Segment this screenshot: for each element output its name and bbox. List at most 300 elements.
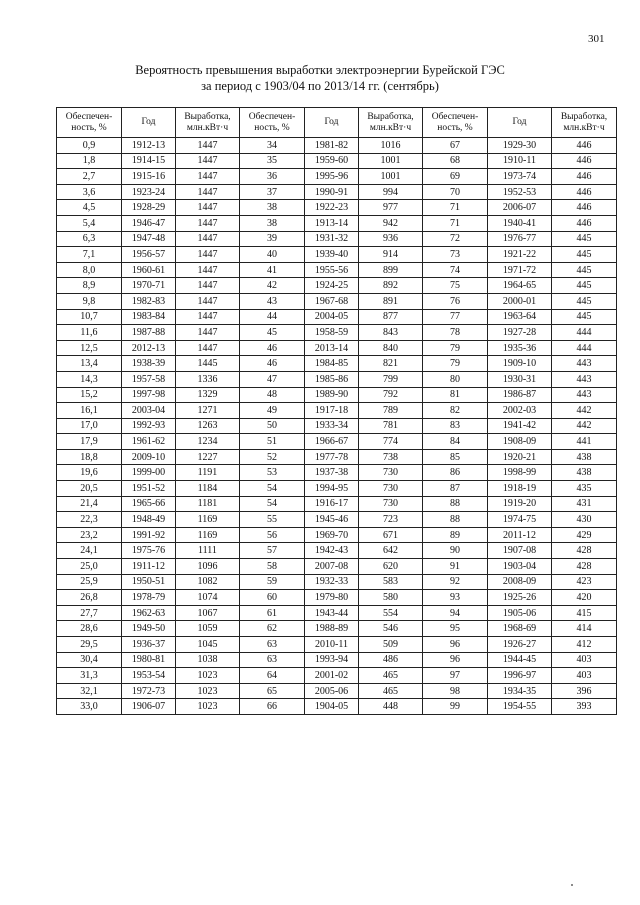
cell-supply: 16,1	[57, 403, 122, 419]
cell-year: 1949-50	[122, 621, 176, 637]
cell-year: 1917-18	[305, 403, 359, 419]
cell-output: 509	[359, 637, 423, 653]
cell-output: 730	[359, 496, 423, 512]
cell-supply: 73	[423, 247, 488, 263]
table-row	[57, 590, 617, 606]
cell-year: 1922-23	[305, 200, 359, 216]
cell-year: 1908-09	[488, 434, 552, 450]
cell-year: 2005-06	[305, 683, 359, 699]
cell-output: 891	[359, 293, 423, 309]
cell-year: 1968-69	[488, 621, 552, 637]
cell-output: 789	[359, 403, 423, 419]
cell-output: 445	[552, 262, 617, 278]
cell-year: 1980-81	[122, 652, 176, 668]
cell-supply: 39	[240, 231, 305, 247]
header-output-2: Выработка, млн.кВт·ч	[359, 108, 423, 138]
cell-supply: 77	[423, 309, 488, 325]
cell-year: 1938-39	[122, 356, 176, 372]
cell-output: 1447	[176, 200, 240, 216]
cell-supply: 80	[423, 371, 488, 387]
cell-year: 1906-07	[122, 699, 176, 715]
cell-output: 448	[359, 699, 423, 715]
cell-year: 1929-30	[488, 138, 552, 154]
table-row	[57, 278, 617, 294]
table-row	[57, 215, 617, 231]
cell-output: 936	[359, 231, 423, 247]
cell-output: 438	[552, 465, 617, 481]
cell-output: 428	[552, 543, 617, 559]
cell-year: 1909-10	[488, 356, 552, 372]
cell-supply: 11,6	[57, 325, 122, 341]
cell-supply: 35	[240, 153, 305, 169]
table-row	[57, 184, 617, 200]
cell-supply: 61	[240, 605, 305, 621]
cell-year: 1954-55	[488, 699, 552, 715]
cell-year: 2010-11	[305, 637, 359, 653]
cell-supply: 0,9	[57, 138, 122, 154]
cell-supply: 45	[240, 325, 305, 341]
cell-year: 1986-87	[488, 387, 552, 403]
cell-supply: 43	[240, 293, 305, 309]
cell-output: 914	[359, 247, 423, 263]
cell-supply: 21,4	[57, 496, 122, 512]
cell-output: 431	[552, 496, 617, 512]
cell-supply: 91	[423, 559, 488, 575]
header-year-3: Год	[488, 108, 552, 138]
cell-output: 423	[552, 574, 617, 590]
cell-supply: 46	[240, 356, 305, 372]
cell-supply: 12,5	[57, 340, 122, 356]
cell-output: 1271	[176, 403, 240, 419]
cell-year: 1948-49	[122, 512, 176, 528]
cell-supply: 42	[240, 278, 305, 294]
cell-supply: 83	[423, 418, 488, 434]
cell-supply: 79	[423, 356, 488, 372]
cell-supply: 15,2	[57, 387, 122, 403]
header-supply-3: Обеспечен-ность, %	[423, 108, 488, 138]
cell-supply: 65	[240, 683, 305, 699]
cell-year: 1916-17	[305, 496, 359, 512]
cell-supply: 88	[423, 512, 488, 528]
cell-supply: 2,7	[57, 169, 122, 185]
cell-supply: 25,0	[57, 559, 122, 575]
cell-supply: 86	[423, 465, 488, 481]
cell-year: 1904-05	[305, 699, 359, 715]
header-year-2: Год	[305, 108, 359, 138]
cell-year: 2013-14	[305, 340, 359, 356]
cell-supply: 98	[423, 683, 488, 699]
table-row	[57, 637, 617, 653]
cell-year: 1935-36	[488, 340, 552, 356]
cell-supply: 41	[240, 262, 305, 278]
cell-year: 1951-52	[122, 481, 176, 497]
cell-year: 2011-12	[488, 527, 552, 543]
cell-supply: 58	[240, 559, 305, 575]
cell-year: 1995-96	[305, 169, 359, 185]
cell-supply: 90	[423, 543, 488, 559]
cell-supply: 68	[423, 153, 488, 169]
cell-year: 1918-19	[488, 481, 552, 497]
cell-output: 1447	[176, 293, 240, 309]
cell-output: 1336	[176, 371, 240, 387]
cell-supply: 62	[240, 621, 305, 637]
cell-supply: 36	[240, 169, 305, 185]
cell-output: 441	[552, 434, 617, 450]
cell-year: 1957-58	[122, 371, 176, 387]
cell-year: 1958-59	[305, 325, 359, 341]
cell-output: 977	[359, 200, 423, 216]
cell-supply: 78	[423, 325, 488, 341]
cell-supply: 49	[240, 403, 305, 419]
cell-supply: 14,3	[57, 371, 122, 387]
cell-output: 446	[552, 138, 617, 154]
cell-year: 2000-01	[488, 293, 552, 309]
cell-supply: 87	[423, 481, 488, 497]
cell-year: 1973-74	[488, 169, 552, 185]
cell-year: 1914-15	[122, 153, 176, 169]
cell-year: 1911-12	[122, 559, 176, 575]
cell-year: 1981-82	[305, 138, 359, 154]
cell-year: 1905-06	[488, 605, 552, 621]
cell-output: 446	[552, 153, 617, 169]
cell-year: 1940-41	[488, 215, 552, 231]
cell-year: 1966-67	[305, 434, 359, 450]
cell-year: 1993-94	[305, 652, 359, 668]
cell-year: 1939-40	[305, 247, 359, 263]
cell-year: 2006-07	[488, 200, 552, 216]
table-row	[57, 356, 617, 372]
cell-output: 442	[552, 403, 617, 419]
table-row	[57, 668, 617, 684]
cell-year: 1915-16	[122, 169, 176, 185]
cell-output: 403	[552, 668, 617, 684]
cell-supply: 6,3	[57, 231, 122, 247]
table-row	[57, 262, 617, 278]
cell-output: 403	[552, 652, 617, 668]
cell-supply: 55	[240, 512, 305, 528]
cell-supply: 94	[423, 605, 488, 621]
cell-supply: 71	[423, 200, 488, 216]
cell-output: 1447	[176, 184, 240, 200]
cell-supply: 51	[240, 434, 305, 450]
cell-output: 1447	[176, 153, 240, 169]
cell-supply: 17,9	[57, 434, 122, 450]
cell-year: 2001-02	[305, 668, 359, 684]
cell-year: 1930-31	[488, 371, 552, 387]
cell-supply: 76	[423, 293, 488, 309]
cell-year: 1989-90	[305, 387, 359, 403]
cell-supply: 63	[240, 637, 305, 653]
cell-supply: 93	[423, 590, 488, 606]
cell-supply: 59	[240, 574, 305, 590]
table-row	[57, 309, 617, 325]
table-header-row	[57, 108, 617, 138]
table-row	[57, 465, 617, 481]
cell-year: 1967-68	[305, 293, 359, 309]
header-output-1: Выработка, млн.кВт·ч	[176, 108, 240, 138]
cell-year: 1976-77	[488, 231, 552, 247]
cell-supply: 99	[423, 699, 488, 715]
cell-supply: 64	[240, 668, 305, 684]
title-line-1: Вероятность превышения выработки электроэнергии Бурейской ГЭС	[135, 63, 505, 77]
cell-output: 446	[552, 215, 617, 231]
cell-supply: 5,4	[57, 215, 122, 231]
cell-supply: 25,9	[57, 574, 122, 590]
cell-year: 1910-11	[488, 153, 552, 169]
cell-output: 1329	[176, 387, 240, 403]
cell-year: 2008-09	[488, 574, 552, 590]
cell-output: 1082	[176, 574, 240, 590]
cell-year: 1919-20	[488, 496, 552, 512]
table-row	[57, 340, 617, 356]
cell-output: 1038	[176, 652, 240, 668]
cell-output: 580	[359, 590, 423, 606]
cell-supply: 1,8	[57, 153, 122, 169]
table-row	[57, 543, 617, 559]
cell-year: 1907-08	[488, 543, 552, 559]
table-row	[57, 652, 617, 668]
cell-output: 799	[359, 371, 423, 387]
cell-year: 1937-38	[305, 465, 359, 481]
cell-supply: 23,2	[57, 527, 122, 543]
cell-output: 877	[359, 309, 423, 325]
cell-year: 1936-37	[122, 637, 176, 653]
cell-output: 554	[359, 605, 423, 621]
cell-year: 1961-62	[122, 434, 176, 450]
cell-year: 1994-95	[305, 481, 359, 497]
cell-output: 1111	[176, 543, 240, 559]
cell-output: 438	[552, 449, 617, 465]
cell-output: 1023	[176, 683, 240, 699]
cell-output: 1447	[176, 247, 240, 263]
cell-output: 465	[359, 683, 423, 699]
cell-output: 1045	[176, 637, 240, 653]
cell-supply: 33,0	[57, 699, 122, 715]
table-row	[57, 325, 617, 341]
cell-supply: 57	[240, 543, 305, 559]
table-row	[57, 683, 617, 699]
cell-year: 1933-34	[305, 418, 359, 434]
cell-output: 1001	[359, 153, 423, 169]
cell-year: 1950-51	[122, 574, 176, 590]
cell-output: 1447	[176, 325, 240, 341]
page-number: 301	[588, 33, 605, 45]
cell-output: 642	[359, 543, 423, 559]
cell-supply: 69	[423, 169, 488, 185]
cell-output: 546	[359, 621, 423, 637]
cell-output: 1169	[176, 512, 240, 528]
cell-output: 774	[359, 434, 423, 450]
cell-supply: 67	[423, 138, 488, 154]
table-row	[57, 153, 617, 169]
table-row	[57, 621, 617, 637]
cell-year: 1943-44	[305, 605, 359, 621]
cell-supply: 82	[423, 403, 488, 419]
cell-year: 1978-79	[122, 590, 176, 606]
cell-year: 1997-98	[122, 387, 176, 403]
cell-supply: 74	[423, 262, 488, 278]
table-row	[57, 138, 617, 154]
cell-output: 443	[552, 371, 617, 387]
cell-year: 1941-42	[488, 418, 552, 434]
cell-year: 1991-92	[122, 527, 176, 543]
table-row	[57, 418, 617, 434]
cell-year: 1988-89	[305, 621, 359, 637]
cell-supply: 96	[423, 652, 488, 668]
table-row	[57, 434, 617, 450]
cell-output: 1067	[176, 605, 240, 621]
cell-output: 781	[359, 418, 423, 434]
cell-output: 994	[359, 184, 423, 200]
cell-year: 1987-88	[122, 325, 176, 341]
cell-supply: 97	[423, 668, 488, 684]
cell-supply: 89	[423, 527, 488, 543]
cell-output: 843	[359, 325, 423, 341]
cell-year: 1927-28	[488, 325, 552, 341]
cell-year: 2002-03	[488, 403, 552, 419]
cell-output: 1059	[176, 621, 240, 637]
cell-output: 465	[359, 668, 423, 684]
cell-output: 1184	[176, 481, 240, 497]
cell-output: 620	[359, 559, 423, 575]
cell-output: 443	[552, 356, 617, 372]
cell-output: 420	[552, 590, 617, 606]
table-row	[57, 574, 617, 590]
cell-output: 396	[552, 683, 617, 699]
cell-year: 1926-27	[488, 637, 552, 653]
cell-year: 2003-04	[122, 403, 176, 419]
cell-year: 1944-45	[488, 652, 552, 668]
table-row	[57, 481, 617, 497]
cell-supply: 9,8	[57, 293, 122, 309]
probability-table	[56, 107, 617, 715]
table-row	[57, 231, 617, 247]
cell-output: 1001	[359, 169, 423, 185]
cell-year: 1928-29	[122, 200, 176, 216]
cell-output: 446	[552, 169, 617, 185]
header-year-1: Год	[122, 108, 176, 138]
cell-supply: 29,5	[57, 637, 122, 653]
cell-supply: 71	[423, 215, 488, 231]
cell-output: 1169	[176, 527, 240, 543]
cell-supply: 47	[240, 371, 305, 387]
cell-output: 446	[552, 200, 617, 216]
cell-year: 1999-00	[122, 465, 176, 481]
cell-output: 430	[552, 512, 617, 528]
cell-year: 1913-14	[305, 215, 359, 231]
cell-output: 821	[359, 356, 423, 372]
cell-output: 444	[552, 325, 617, 341]
cell-supply: 46	[240, 340, 305, 356]
cell-year: 1964-65	[488, 278, 552, 294]
cell-year: 1956-57	[122, 247, 176, 263]
cell-output: 412	[552, 637, 617, 653]
cell-output: 1234	[176, 434, 240, 450]
cell-output: 1227	[176, 449, 240, 465]
cell-supply: 27,7	[57, 605, 122, 621]
cell-output: 445	[552, 247, 617, 263]
table-row	[57, 387, 617, 403]
table-row	[57, 371, 617, 387]
cell-output: 942	[359, 215, 423, 231]
cell-output: 446	[552, 184, 617, 200]
cell-year: 1932-33	[305, 574, 359, 590]
cell-supply: 20,5	[57, 481, 122, 497]
table-row	[57, 200, 617, 216]
cell-supply: 66	[240, 699, 305, 715]
cell-output: 1447	[176, 231, 240, 247]
cell-output: 1447	[176, 169, 240, 185]
cell-supply: 31,3	[57, 668, 122, 684]
cell-output: 1445	[176, 356, 240, 372]
table-row	[57, 699, 617, 715]
cell-supply: 85	[423, 449, 488, 465]
cell-year: 1962-63	[122, 605, 176, 621]
scan-speck	[571, 884, 573, 886]
cell-output: 738	[359, 449, 423, 465]
cell-year: 1969-70	[305, 527, 359, 543]
cell-output: 443	[552, 387, 617, 403]
cell-output: 892	[359, 278, 423, 294]
cell-supply: 44	[240, 309, 305, 325]
cell-year: 1972-73	[122, 683, 176, 699]
cell-year: 1925-26	[488, 590, 552, 606]
cell-output: 583	[359, 574, 423, 590]
cell-supply: 17,0	[57, 418, 122, 434]
cell-output: 445	[552, 278, 617, 294]
cell-output: 723	[359, 512, 423, 528]
cell-supply: 70	[423, 184, 488, 200]
cell-year: 1979-80	[305, 590, 359, 606]
cell-output: 1447	[176, 340, 240, 356]
cell-year: 1942-43	[305, 543, 359, 559]
cell-year: 2009-10	[122, 449, 176, 465]
cell-year: 1952-53	[488, 184, 552, 200]
page-title	[0, 62, 640, 94]
cell-output: 840	[359, 340, 423, 356]
cell-output: 1191	[176, 465, 240, 481]
cell-year: 1945-46	[305, 512, 359, 528]
cell-supply: 88	[423, 496, 488, 512]
cell-supply: 54	[240, 496, 305, 512]
cell-year: 1984-85	[305, 356, 359, 372]
cell-output: 1023	[176, 699, 240, 715]
cell-supply: 18,8	[57, 449, 122, 465]
cell-supply: 24,1	[57, 543, 122, 559]
cell-output: 1074	[176, 590, 240, 606]
cell-supply: 19,6	[57, 465, 122, 481]
cell-year: 1985-86	[305, 371, 359, 387]
cell-output: 1447	[176, 138, 240, 154]
cell-year: 1971-72	[488, 262, 552, 278]
cell-supply: 8,9	[57, 278, 122, 294]
cell-output: 445	[552, 231, 617, 247]
table-row	[57, 403, 617, 419]
cell-supply: 40	[240, 247, 305, 263]
cell-year: 1960-61	[122, 262, 176, 278]
cell-supply: 53	[240, 465, 305, 481]
cell-supply: 34	[240, 138, 305, 154]
cell-supply: 7,1	[57, 247, 122, 263]
table-row	[57, 559, 617, 575]
cell-supply: 92	[423, 574, 488, 590]
cell-supply: 50	[240, 418, 305, 434]
cell-supply: 84	[423, 434, 488, 450]
cell-output: 486	[359, 652, 423, 668]
table-row	[57, 247, 617, 263]
cell-year: 1955-56	[305, 262, 359, 278]
cell-year: 1998-99	[488, 465, 552, 481]
